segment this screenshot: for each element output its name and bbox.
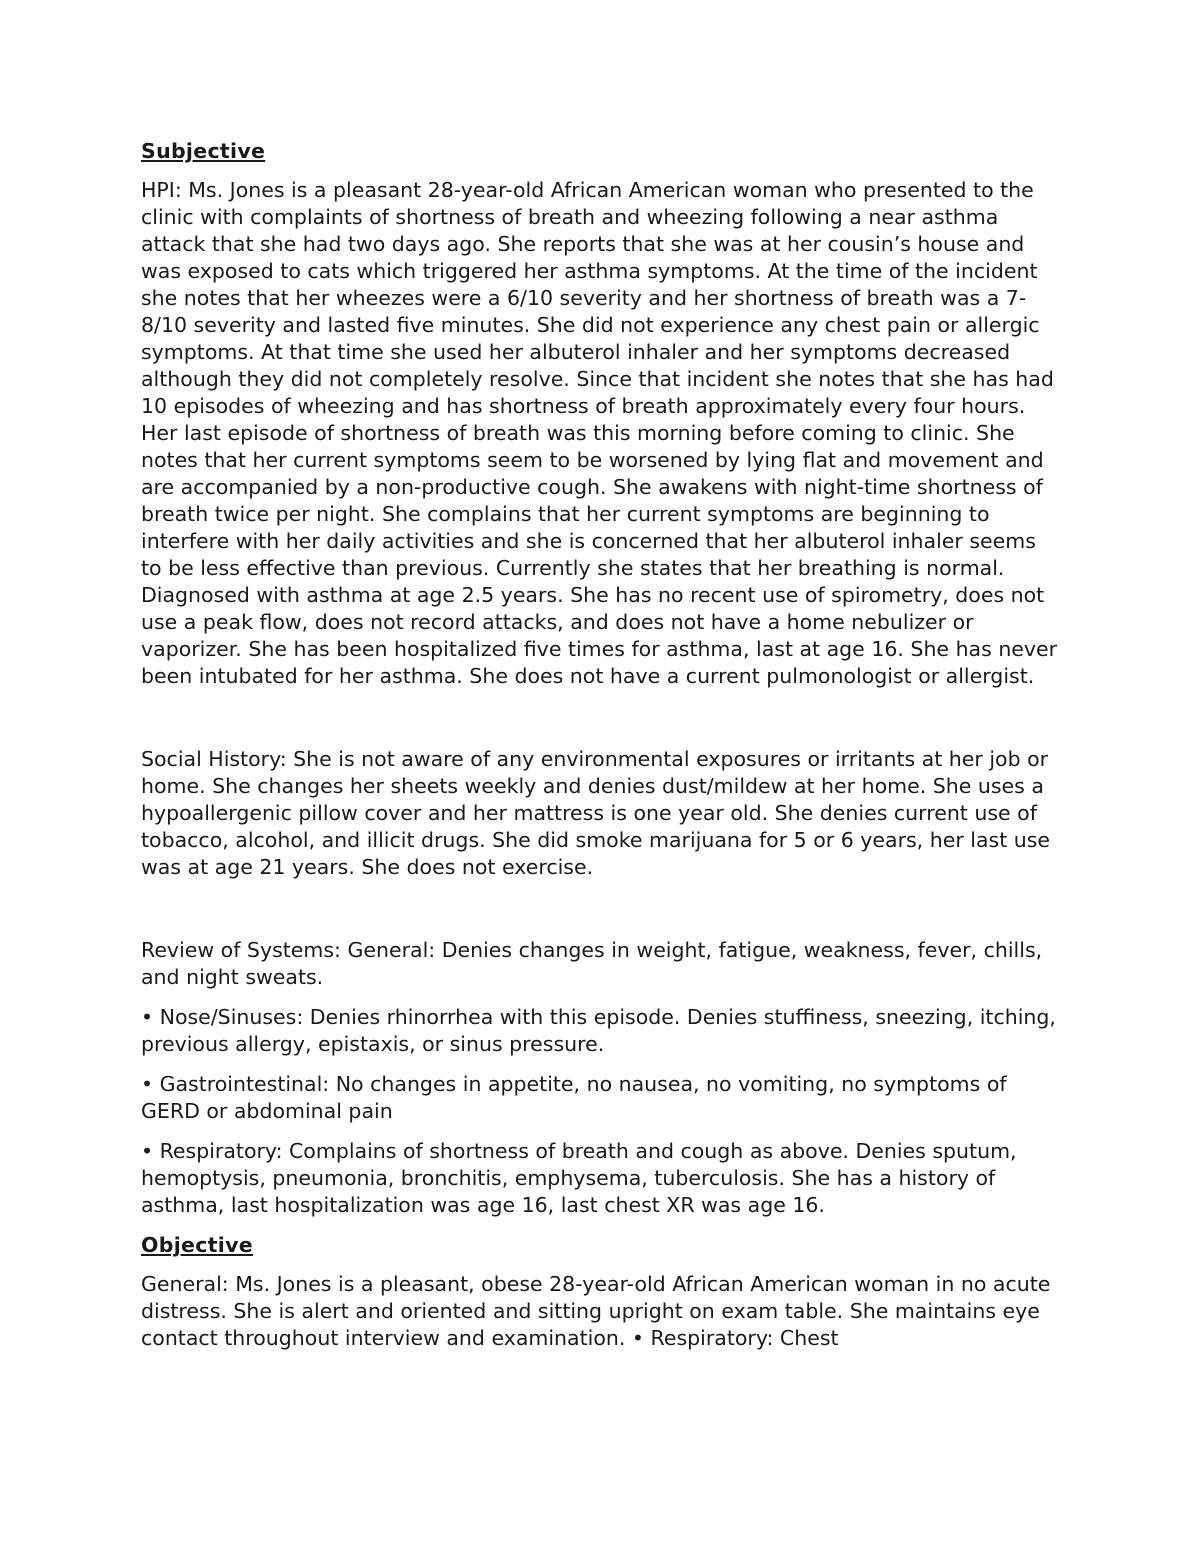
spacer — [141, 881, 1061, 937]
objective-heading: Objective — [141, 1233, 253, 1257]
ros-bullet-gastrointestinal: • Gastrointestinal: No changes in appetite, no nausea, no vomiting, no symptoms of GERD or abdominal pain — [141, 1072, 1007, 1123]
ros-bullet-respiratory: • Respiratory: Complains of shortness of breath and cough as above. Denies sputum, hemoptysis, pneumonia, bronchitis, emphysema, tuberculosis. She has a history of asthma, last hospitalization was age 16, last chest XR was age 16. — [141, 1139, 1017, 1217]
document-page — [141, 138, 1061, 1352]
social-history-paragraph: Social History: She is not aware of any environmental exposures or irritants at her job or home. She changes her sheets weekly and denies dust/mildew at her home. She uses a hypoallergenic pillow cover and her mattress is one year old. She denies current use of tobacco, alcohol, and illicit drugs. She did smoke marijuana for 5 or 6 years, her last use was at age 21 years. She does not exercise. — [141, 747, 1051, 879]
subjective-heading: Subjective — [141, 139, 266, 163]
hpi-paragraph: HPI: Ms. Jones is a pleasant 28-year-old African American woman who presented to the clinic with complaints of shortness of breath and wheezing following a near asthma attack that she had two days ago. She reports that she was at her cousin’s house and was exposed to cats which triggered her asthma symptoms. At the time of the incident she notes that her wheezes were a 6/10 severity and her shortness of breath was a 7-8/10 severity and lasted five minutes. She did not experience any chest pain or allergic symptoms. At that time she used her albuterol inhaler and her symptoms decreased although they did not completely resolve. Since that incident she notes that she has had 10 episodes of wheezing and has shortness of breath approximately every four hours. Her last episode of shortness of breath was this morning before coming to clinic. She notes that her current symptoms seem to be worsened by lying flat and movement and are accompanied by a non-productive cough. She awakens with night-time shortness of breath twice per night. She complains that her current symptoms are beginning to interfere with her daily activities and she is concerned that her albuterol inhaler seems to be less effective than previous. Currently she states that her breathing is normal. Diagnosed with asthma at age 2.5 years. She has no recent use of spirometry, does not use a peak flow, does not record attacks, and does not have a home nebulizer or vaporizer. She has been hospitalized five times for asthma, last at age 16. She has never been intubated for her asthma. She does not have a current pulmonologist or allergist. — [141, 178, 1058, 688]
objective-general-paragraph: General: Ms. Jones is a pleasant, obese 28-year-old African American woman in no acute distress. She is alert and oriented and sitting upright on exam table. She maintains eye contact throughout interview and examination. • Respiratory: Chest — [141, 1272, 1051, 1350]
ros-bullet-nose-sinuses: • Nose/Sinuses: Denies rhinorrhea with this episode. Denies stuffiness, sneezing, itching, previous allergy, epistaxis, or sinus pressure. — [141, 1005, 1056, 1056]
spacer — [141, 690, 1061, 746]
ros-general-paragraph: Review of Systems: General: Denies changes in weight, fatigue, weakness, fever, chills, and night sweats. — [141, 938, 1043, 989]
